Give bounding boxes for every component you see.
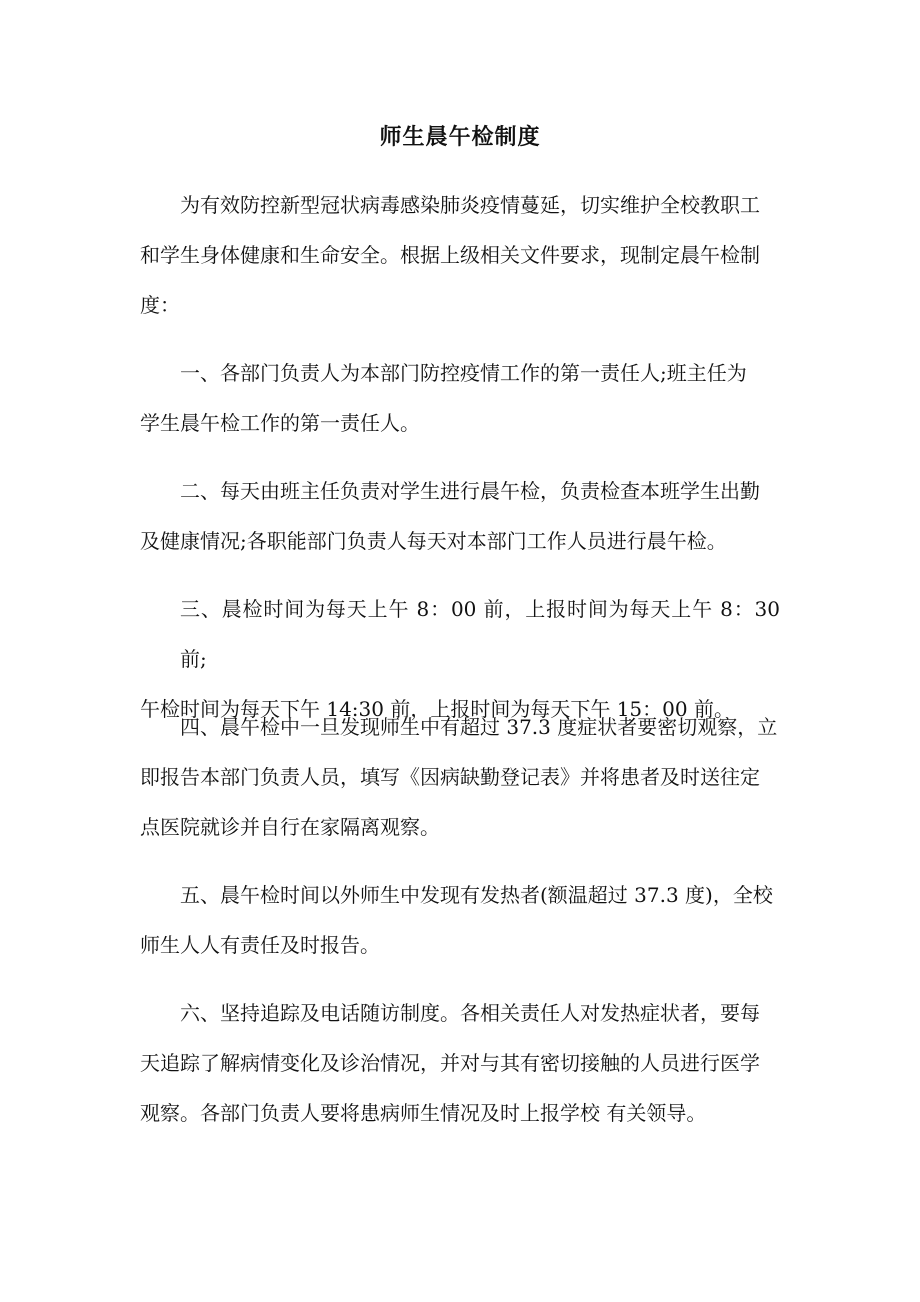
rule-item-1-line-2: 学生晨午检工作的第一责任人。 xyxy=(140,411,420,435)
rule-item-6-line-2: 天追踪了解病情变化及诊治情况，并对与其有密切接触的人员进行医学 xyxy=(140,1051,760,1075)
rule-item-6 xyxy=(140,988,780,1138)
rule-item-4-line-2: 即报告本部门负责人员，填写《因病缺勤登记表》并将患者及时送往定 xyxy=(140,765,760,789)
rule-item-3-line-2: 午检时间为每天下午 14:30 前，上报时间为每天下午 15：00 前。 xyxy=(140,697,734,721)
rule-item-4-line-1: 四、晨午检中一旦发现师生中有超过 37.3 度症状者要密切观察，立 xyxy=(180,715,778,739)
rule-item-4-line-3: 点医院就诊并自行在家隔离观察。 xyxy=(140,815,440,839)
rule-item-2-line-1: 二、每天由班主任负责对学生进行晨午检，负责检查本班学生出勤 xyxy=(180,479,760,503)
rule-item-3-line-1: 三、晨检时间为每天上午 8：00 前，上报时间为每天上午 8：30 前; xyxy=(180,597,780,671)
intro-paragraph xyxy=(140,180,780,330)
rule-item-1 xyxy=(140,348,780,448)
rule-item-5-line-2: 师生人人有责任及时报告。 xyxy=(140,933,380,957)
rule-item-2-line-2: 及健康情况;各职能部门负责人每天对本部门工作人员进行晨午检。 xyxy=(140,529,727,553)
rule-item-4 xyxy=(140,702,780,852)
intro-line-2: 和学生身体健康和生命安全。根据上级相关文件要求，现制定晨午检制 xyxy=(140,243,760,267)
rule-item-1-line-1: 一、各部门负责人为本部门防控疫情工作的第一责任人;班主任为 xyxy=(180,361,747,385)
intro-line-3: 度： xyxy=(140,293,180,317)
rule-item-6-line-3: 观察。各部门负责人要将患病师生情况及时上报学校 有关领导。 xyxy=(140,1101,707,1125)
intro-line-1: 为有效防控新型冠状病毒感染肺炎疫情蔓延，切实维护全校教职工 xyxy=(180,193,760,217)
document-title: 师生晨午检制度 xyxy=(379,124,541,150)
rule-item-5-line-1: 五、晨午检时间以外师生中发现有发热者(额温超过 37.3 度)，全校 xyxy=(180,883,773,907)
rule-item-2 xyxy=(140,466,780,566)
rule-item-5 xyxy=(140,870,780,970)
rule-item-6-line-1: 六、坚持追踪及电话随访制度。各相关责任人对发热症状者，要每 xyxy=(180,1001,760,1025)
